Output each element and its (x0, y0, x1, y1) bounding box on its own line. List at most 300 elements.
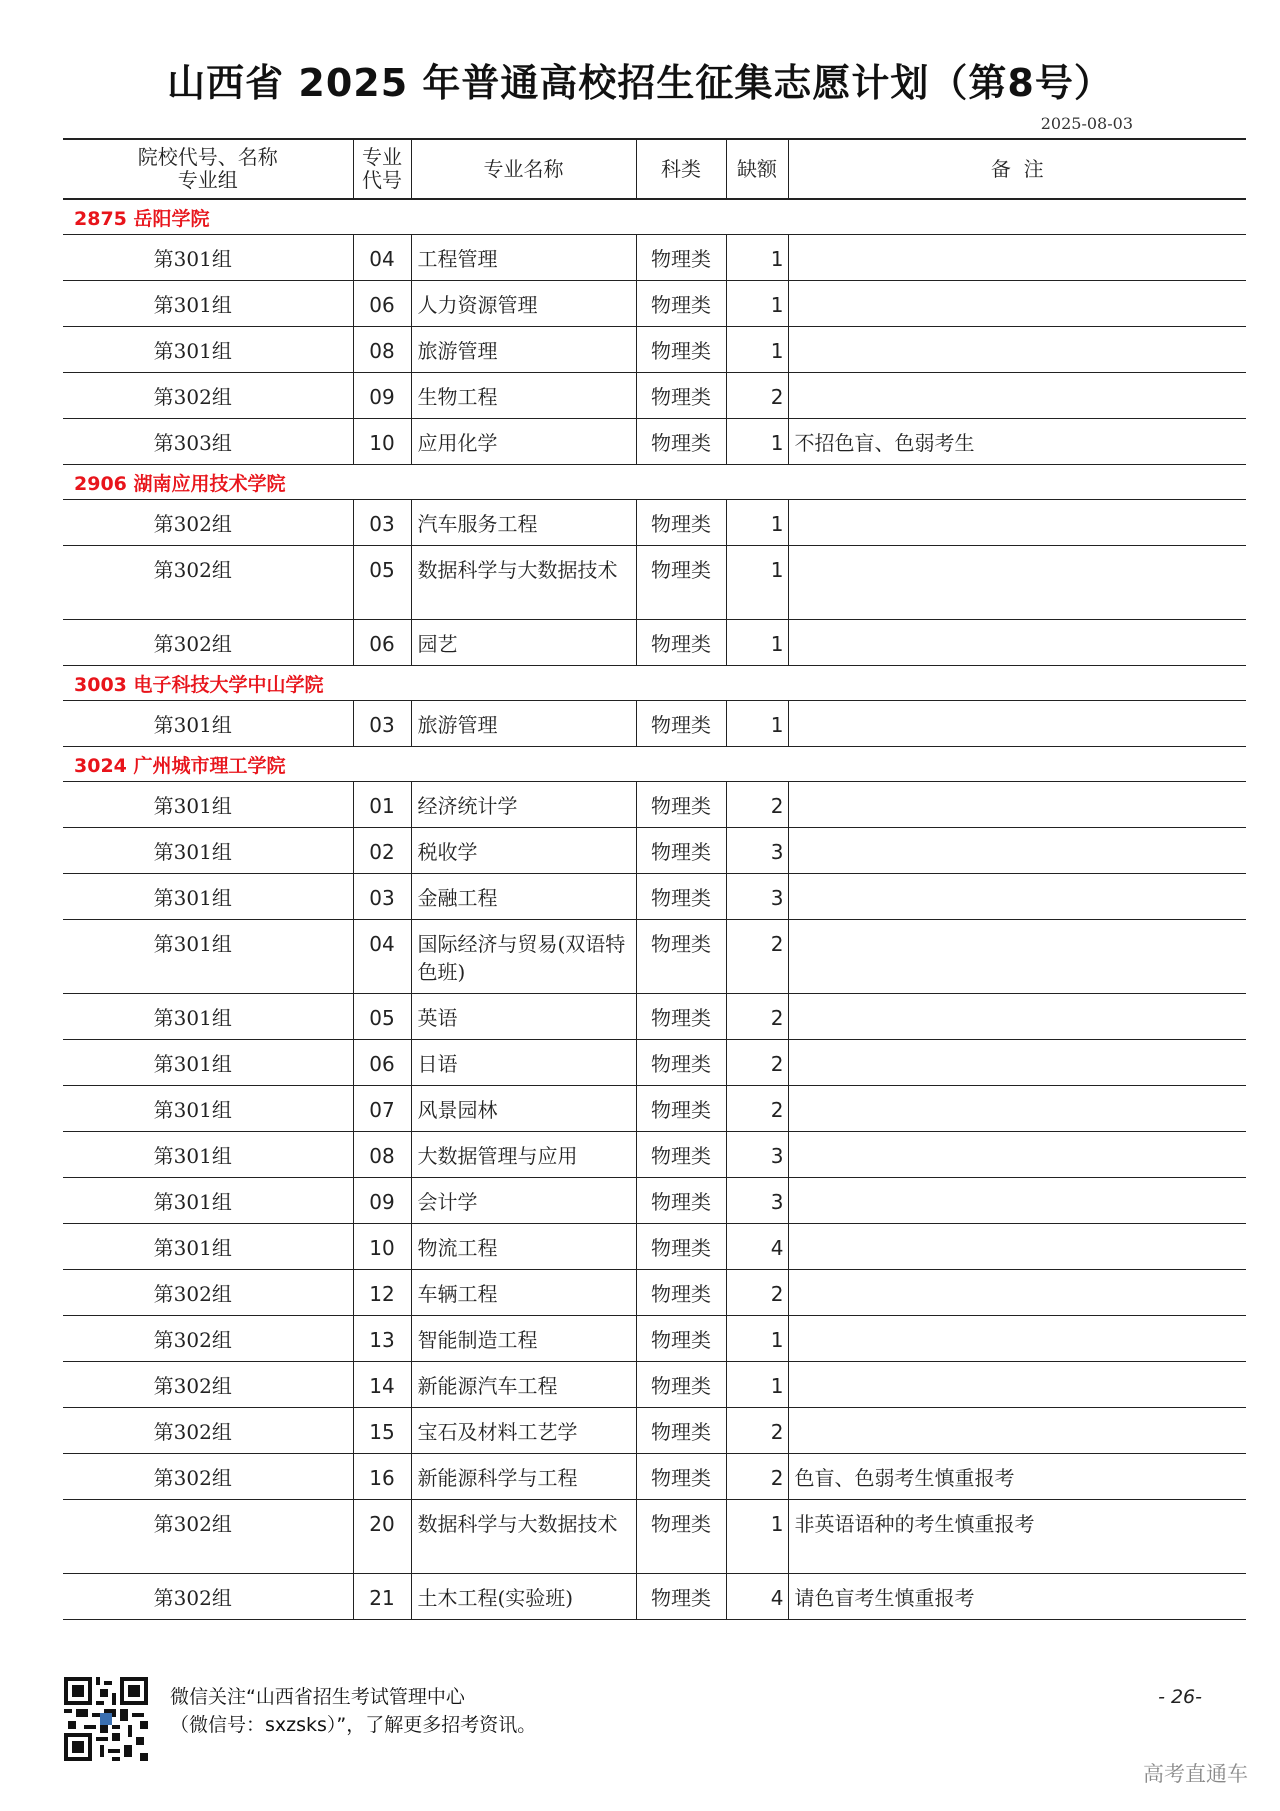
remark-cell (788, 235, 1246, 281)
category-cell-text: 物理类 (651, 1420, 711, 1444)
major-code-cell (353, 994, 411, 1040)
vacancy-cell-text: 3 (770, 840, 784, 864)
major-code-cell (353, 1224, 411, 1270)
group-cell-text: 第301组 (153, 293, 232, 317)
group-cell (63, 1132, 353, 1178)
remark-cell-text: 请色盲考生慎重报考 (794, 1586, 975, 1610)
group-cell-text: 第301组 (153, 1236, 232, 1260)
table-row (63, 500, 1246, 546)
major-name-cell-text: 物流工程 (417, 1236, 498, 1260)
group-cell (63, 235, 353, 281)
major-name-cell (411, 1086, 636, 1132)
vacancy-cell (726, 1270, 788, 1316)
major-code-cell-text: 15 (369, 1420, 395, 1444)
table-row (63, 782, 1246, 828)
table-row (63, 1270, 1246, 1316)
vacancy-cell-text: 1 (770, 512, 784, 536)
remark-cell (788, 1178, 1246, 1224)
category-cell (636, 1362, 726, 1408)
vacancy-cell-text: 2 (770, 794, 784, 818)
remark-cell (788, 327, 1246, 373)
category-cell-text: 物理类 (651, 932, 711, 956)
major-code-cell-text: 13 (369, 1328, 395, 1352)
category-cell (636, 1224, 726, 1270)
major-name-cell-text: 数据科学与大数据技术 (417, 1512, 618, 1536)
table-row (63, 1132, 1246, 1178)
category-cell-text: 物理类 (651, 794, 711, 818)
category-cell-text: 物理类 (651, 431, 711, 455)
school-name: 3024 广州城市理工学院 (63, 747, 1246, 782)
major-name-cell (411, 419, 636, 465)
table-row (63, 1178, 1246, 1224)
school-name: 2906 湖南应用技术学院 (63, 465, 1246, 500)
major-name-cell (411, 1224, 636, 1270)
major-name-cell-text: 金融工程 (417, 886, 498, 910)
major-code-cell (353, 1454, 411, 1500)
major-code-cell-text: 14 (369, 1374, 395, 1398)
vacancy-cell (726, 828, 788, 874)
school-header-row (63, 465, 1246, 500)
major-name-cell (411, 1408, 636, 1454)
group-cell-text: 第301组 (153, 1006, 232, 1030)
category-cell (636, 620, 726, 666)
major-code-cell-text: 05 (369, 1006, 395, 1030)
major-code-cell (353, 1500, 411, 1574)
major-name-cell-text: 会计学 (417, 1190, 478, 1214)
school-header-row (63, 666, 1246, 701)
table-row (63, 419, 1246, 465)
table-row (63, 1574, 1246, 1620)
major-code-cell (353, 1086, 411, 1132)
remark-cell (788, 546, 1246, 620)
group-cell (63, 874, 353, 920)
table-row (63, 874, 1246, 920)
vacancy-cell-text: 3 (770, 886, 784, 910)
category-cell (636, 235, 726, 281)
vacancy-cell (726, 373, 788, 419)
table-row (63, 281, 1246, 327)
group-cell (63, 828, 353, 874)
group-cell-text: 第301组 (153, 1098, 232, 1122)
major-name-cell (411, 373, 636, 419)
table-row (63, 920, 1246, 994)
major-name-cell (411, 1362, 636, 1408)
major-name-cell (411, 235, 636, 281)
major-name-cell-text: 车辆工程 (417, 1282, 498, 1306)
major-code-cell-text: 09 (369, 385, 395, 409)
group-cell (63, 920, 353, 994)
category-cell-text: 物理类 (651, 247, 711, 271)
major-code-cell-text: 10 (369, 1236, 395, 1260)
remark-cell-text (789, 235, 1247, 245)
remark-cell (788, 1132, 1246, 1178)
major-code-cell-text: 07 (369, 1098, 395, 1122)
major-name-cell (411, 620, 636, 666)
major-code-cell-text: 16 (369, 1466, 395, 1490)
remark-cell (788, 1454, 1246, 1500)
remark-cell-text (789, 1270, 1247, 1280)
vacancy-cell (726, 920, 788, 994)
group-cell (63, 701, 353, 747)
vacancy-cell-text: 2 (770, 1052, 784, 1076)
table-row (63, 327, 1246, 373)
group-cell-text: 第301组 (153, 840, 232, 864)
group-cell (63, 782, 353, 828)
major-code-cell-text: 02 (369, 840, 395, 864)
major-name-cell-text: 工程管理 (417, 247, 498, 271)
watermark: 高考直通车 (1143, 1762, 1248, 1786)
remark-cell (788, 1408, 1246, 1454)
vacancy-cell (726, 701, 788, 747)
remark-cell-text: 不招色盲、色弱考生 (794, 431, 975, 455)
vacancy-cell (726, 1178, 788, 1224)
remark-cell (788, 1040, 1246, 1086)
group-cell-text: 第301组 (153, 247, 232, 271)
vacancy-cell (726, 546, 788, 620)
major-name-cell (411, 546, 636, 620)
footer-line-1: 微信关注“山西省招生考试管理中心 (170, 1686, 465, 1708)
remark-cell-text (789, 1040, 1247, 1050)
group-cell-text: 第302组 (153, 1282, 232, 1306)
major-code-cell (353, 782, 411, 828)
category-cell (636, 782, 726, 828)
vacancy-cell-text: 1 (770, 247, 784, 271)
remark-cell-text (789, 327, 1247, 337)
vacancy-cell (726, 1086, 788, 1132)
category-cell-text: 物理类 (651, 632, 711, 656)
major-code-cell (353, 419, 411, 465)
group-cell (63, 373, 353, 419)
major-code-cell-text: 01 (369, 794, 395, 818)
category-cell-text: 物理类 (651, 840, 711, 864)
vacancy-cell-text: 1 (770, 632, 784, 656)
major-name-cell (411, 1270, 636, 1316)
vacancy-cell-text: 1 (770, 339, 784, 363)
category-cell-text: 物理类 (651, 339, 711, 363)
remark-cell-text (789, 1132, 1247, 1142)
group-cell (63, 1574, 353, 1620)
group-cell (63, 500, 353, 546)
remark-cell (788, 281, 1246, 327)
footer-notice (170, 1683, 536, 1739)
major-name-cell-text: 旅游管理 (417, 339, 498, 363)
major-name-cell-text: 日语 (417, 1052, 458, 1076)
major-name-cell-text: 数据科学与大数据技术 (417, 558, 618, 582)
remark-cell-text: 非英语语种的考生慎重报考 (794, 1512, 1035, 1536)
header-remark: 备 注 (788, 139, 1246, 199)
remark-cell-text (789, 281, 1247, 291)
table-row (63, 1362, 1246, 1408)
category-cell-text: 物理类 (651, 1466, 711, 1490)
remark-cell (788, 1316, 1246, 1362)
category-cell-text: 物理类 (651, 1144, 711, 1168)
major-code-cell-text: 04 (369, 247, 395, 271)
group-cell-text: 第302组 (153, 1466, 232, 1490)
major-name-cell (411, 920, 636, 994)
vacancy-cell (726, 235, 788, 281)
category-cell (636, 1178, 726, 1224)
vacancy-cell (726, 1316, 788, 1362)
vacancy-cell (726, 620, 788, 666)
major-code-cell (353, 1362, 411, 1408)
major-code-cell (353, 546, 411, 620)
category-cell (636, 874, 726, 920)
major-code-cell (353, 1270, 411, 1316)
table-header-row (63, 139, 1246, 199)
remark-cell-text (789, 1224, 1247, 1234)
major-code-cell-text: 10 (369, 431, 395, 455)
major-name-cell-text: 英语 (417, 1006, 458, 1030)
major-name-cell (411, 1500, 636, 1574)
header-major-name: 专业名称 (411, 139, 636, 199)
group-cell-text: 第301组 (153, 1144, 232, 1168)
category-cell-text: 物理类 (651, 1282, 711, 1306)
remark-cell-text (789, 1178, 1247, 1188)
group-cell (63, 1224, 353, 1270)
group-cell-text: 第302组 (153, 1586, 232, 1610)
footer-line-2: （微信号：sxzsks）”，了解更多招考资讯。 (170, 1714, 537, 1736)
category-cell (636, 419, 726, 465)
group-cell-text: 第301组 (153, 1190, 232, 1214)
group-cell-text: 第301组 (153, 713, 232, 737)
category-cell-text: 物理类 (651, 1098, 711, 1122)
group-cell (63, 994, 353, 1040)
major-code-cell (353, 281, 411, 327)
major-name-cell-text: 智能制造工程 (417, 1328, 538, 1352)
major-name-cell-text: 大数据管理与应用 (417, 1144, 578, 1168)
remark-cell (788, 994, 1246, 1040)
major-code-cell (353, 500, 411, 546)
group-cell (63, 1500, 353, 1574)
major-name-cell-text: 税收学 (417, 840, 478, 864)
major-name-cell-text: 生物工程 (417, 385, 498, 409)
vacancy-cell (726, 1408, 788, 1454)
table-row (63, 1500, 1246, 1574)
vacancy-cell (726, 1362, 788, 1408)
remark-cell-text (789, 373, 1247, 383)
admission-plan-table (63, 138, 1246, 1620)
remark-cell (788, 620, 1246, 666)
major-code-cell (353, 701, 411, 747)
category-cell-text: 物理类 (651, 293, 711, 317)
table-row (63, 373, 1246, 419)
vacancy-cell-text: 1 (770, 1512, 784, 1536)
group-cell-text: 第302组 (153, 558, 232, 582)
category-cell (636, 546, 726, 620)
publish-date: 2025-08-03 (1040, 114, 1133, 133)
vacancy-cell (726, 500, 788, 546)
table-row (63, 1224, 1246, 1270)
category-cell (636, 1316, 726, 1362)
category-cell-text: 物理类 (651, 1586, 711, 1610)
category-cell (636, 1086, 726, 1132)
vacancy-cell (726, 1224, 788, 1270)
table-row (63, 1316, 1246, 1362)
group-cell (63, 1316, 353, 1362)
school-header-row (63, 747, 1246, 782)
vacancy-cell-text: 2 (770, 1420, 784, 1444)
major-code-cell (353, 920, 411, 994)
school-name: 2875 岳阳学院 (63, 199, 1246, 235)
vacancy-cell-text: 1 (770, 1374, 784, 1398)
group-cell-text: 第303组 (153, 431, 232, 455)
major-name-cell (411, 1454, 636, 1500)
major-code-cell (353, 1408, 411, 1454)
vacancy-cell (726, 1454, 788, 1500)
group-cell (63, 1362, 353, 1408)
remark-cell (788, 1362, 1246, 1408)
page-number: - 26- (1158, 1686, 1202, 1708)
major-name-cell-text: 国际经济与贸易(双语特色班) (417, 932, 626, 984)
major-code-cell (353, 1178, 411, 1224)
vacancy-cell-text: 1 (770, 558, 784, 582)
category-cell (636, 373, 726, 419)
table-row (63, 620, 1246, 666)
category-cell-text: 物理类 (651, 1328, 711, 1352)
major-name-cell-text: 宝石及材料工艺学 (417, 1420, 578, 1444)
vacancy-cell (726, 1500, 788, 1574)
major-name-cell (411, 828, 636, 874)
remark-cell-text (789, 874, 1247, 884)
vacancy-cell-text: 4 (770, 1236, 784, 1260)
major-name-cell (411, 874, 636, 920)
table-row (63, 1454, 1246, 1500)
remark-cell-text (789, 500, 1247, 510)
group-cell-text: 第302组 (153, 1420, 232, 1444)
vacancy-cell-text: 2 (770, 1098, 784, 1122)
major-name-cell-text: 旅游管理 (417, 713, 498, 737)
remark-cell (788, 1574, 1246, 1620)
vacancy-cell (726, 782, 788, 828)
group-cell (63, 327, 353, 373)
major-code-cell-text: 05 (369, 558, 395, 582)
group-cell (63, 1086, 353, 1132)
group-cell-text: 第302组 (153, 385, 232, 409)
major-code-cell (353, 874, 411, 920)
qr-code-icon (64, 1677, 148, 1761)
category-cell-text: 物理类 (651, 1052, 711, 1076)
vacancy-cell-text: 1 (770, 293, 784, 317)
remark-cell (788, 500, 1246, 546)
vacancy-cell-text: 3 (770, 1144, 784, 1168)
category-cell (636, 1270, 726, 1316)
vacancy-cell (726, 419, 788, 465)
major-name-cell-text: 人力资源管理 (417, 293, 538, 317)
major-name-cell-text: 新能源科学与工程 (417, 1466, 578, 1490)
group-cell-text: 第301组 (153, 932, 232, 956)
major-name-cell-text: 新能源汽车工程 (417, 1374, 558, 1398)
group-cell-text: 第302组 (153, 632, 232, 656)
category-cell-text: 物理类 (651, 1512, 711, 1536)
header-major-code-label: 专业 代号 (362, 145, 402, 192)
major-code-cell-text: 20 (369, 1512, 395, 1536)
remark-cell-text (789, 701, 1247, 711)
remark-cell (788, 874, 1246, 920)
major-name-cell (411, 1178, 636, 1224)
major-name-cell (411, 327, 636, 373)
major-code-cell-text: 12 (369, 1282, 395, 1306)
vacancy-cell (726, 874, 788, 920)
category-cell (636, 1574, 726, 1620)
group-cell (63, 419, 353, 465)
major-code-cell-text: 08 (369, 1144, 395, 1168)
remark-cell (788, 373, 1246, 419)
major-name-cell-text: 风景园林 (417, 1098, 498, 1122)
major-code-cell-text: 21 (369, 1586, 395, 1610)
category-cell (636, 1040, 726, 1086)
group-cell-text: 第301组 (153, 339, 232, 363)
remark-cell-text (789, 1086, 1247, 1096)
vacancy-cell-text: 1 (770, 713, 784, 737)
group-cell-text: 第302组 (153, 1512, 232, 1536)
category-cell (636, 1408, 726, 1454)
table-row (63, 828, 1246, 874)
vacancy-cell-text: 1 (770, 1328, 784, 1352)
major-code-cell (353, 1132, 411, 1178)
remark-cell (788, 1270, 1246, 1316)
group-cell (63, 1178, 353, 1224)
group-cell (63, 620, 353, 666)
category-cell (636, 1132, 726, 1178)
major-code-cell (353, 327, 411, 373)
major-name-cell-text: 土木工程(实验班) (417, 1586, 574, 1610)
major-name-cell (411, 281, 636, 327)
school-name: 3003 电子科技大学中山学院 (63, 666, 1246, 701)
remark-cell-text (789, 1408, 1247, 1418)
remark-cell (788, 782, 1246, 828)
category-cell (636, 327, 726, 373)
category-cell (636, 1500, 726, 1574)
table-row (63, 235, 1246, 281)
major-name-cell (411, 500, 636, 546)
table-row (63, 546, 1246, 620)
group-cell (63, 1454, 353, 1500)
header-school (63, 139, 353, 199)
major-name-cell (411, 701, 636, 747)
group-cell-text: 第302组 (153, 1374, 232, 1398)
category-cell (636, 1454, 726, 1500)
group-cell-text: 第301组 (153, 886, 232, 910)
header-school-label: 院校代号、名称 专业组 (137, 145, 278, 192)
category-cell (636, 701, 726, 747)
category-cell (636, 281, 726, 327)
vacancy-cell-text: 3 (770, 1190, 784, 1214)
category-cell-text: 物理类 (651, 1374, 711, 1398)
remark-cell (788, 828, 1246, 874)
category-cell-text: 物理类 (651, 886, 711, 910)
major-code-cell-text: 03 (369, 713, 395, 737)
major-code-cell (353, 828, 411, 874)
category-cell-text: 物理类 (651, 558, 711, 582)
school-header-row (63, 199, 1246, 235)
table-row (63, 1086, 1246, 1132)
category-cell (636, 994, 726, 1040)
major-name-cell (411, 994, 636, 1040)
major-code-cell-text: 03 (369, 886, 395, 910)
vacancy-cell-text: 2 (770, 1466, 784, 1490)
group-cell (63, 546, 353, 620)
major-code-cell (353, 235, 411, 281)
remark-cell (788, 1086, 1246, 1132)
remark-cell-text (789, 1362, 1247, 1372)
major-name-cell-text: 经济统计学 (417, 794, 518, 818)
remark-cell (788, 701, 1246, 747)
group-cell-text: 第301组 (153, 1052, 232, 1076)
major-code-cell (353, 1574, 411, 1620)
table-row (63, 701, 1246, 747)
group-cell-text: 第302组 (153, 512, 232, 536)
category-cell-text: 物理类 (651, 713, 711, 737)
